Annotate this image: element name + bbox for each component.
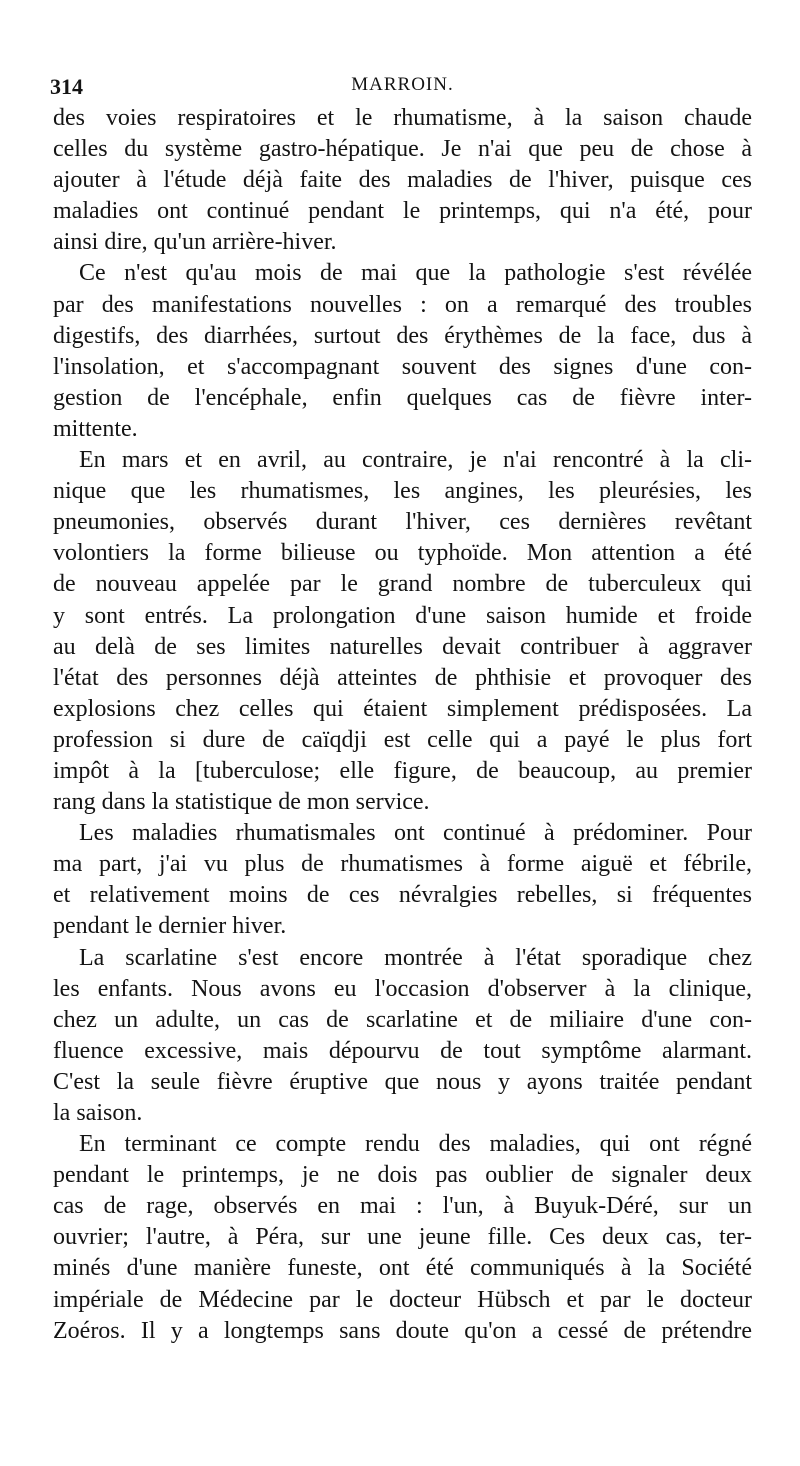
text-line: de nouveau appelée par le grand nombre de tuberculeux qui xyxy=(53,571,752,598)
text-line: mittente. xyxy=(53,415,138,442)
text-line: par des manifestations nouvelles : on a remarqué des troubles xyxy=(53,291,752,318)
text-line: la saison. xyxy=(53,1100,143,1126)
text-line: nique que les rhumatismes, les angines, les pleurésies, les xyxy=(53,478,752,505)
text-line: pneumonies, observés durant l'hiver, ces dernières revêtant xyxy=(53,509,752,536)
paragraph xyxy=(53,445,752,818)
text-line: ainsi dire, qu'un arrière-hiver. xyxy=(53,229,337,256)
text-line: gestion de l'encéphale, enfin quelques cas de fièvre inter- xyxy=(53,384,752,411)
page-number: 314 xyxy=(50,74,83,99)
text-line: pendant le dernier hiver. xyxy=(53,913,287,940)
paragraph xyxy=(53,1129,752,1347)
text-line: maladies ont continué pendant le printemps, qui n'a été, pour xyxy=(53,198,752,225)
text-line: au delà de ses limites naturelles devait contribuer à aggraver xyxy=(53,633,752,660)
text-line: En terminant ce compte rendu des maladies, qui ont régné xyxy=(79,1131,752,1158)
text-line: En mars et en avril, au contraire, je n'ai rencontré à la cli- xyxy=(79,447,752,474)
text-line: Zoéros. Il y a longtemps sans doute qu'on a cessé de prétendre xyxy=(53,1317,752,1344)
text-line: chez un adulte, un cas de scarlatine et de miliaire d'une con- xyxy=(53,1006,752,1033)
text-line: pendant le printemps, je ne dois pas oublier de signaler deux xyxy=(53,1162,752,1189)
text-line: des voies respiratoires et le rhumatisme, à la saison chaude xyxy=(53,105,752,131)
text-line: rang dans la statistique de mon service. xyxy=(53,789,430,816)
text-line: les enfants. Nous avons eu l'occasion d'observer à la clinique, xyxy=(53,975,752,1002)
text-line: ajouter à l'étude déjà faite des maladies de l'hiver, puisque ces xyxy=(53,167,752,194)
text-line: y sont entrés. La prolongation d'une saison humide et froide xyxy=(53,602,752,629)
text-line: profession si dure de caïqdji est celle qui a payé le plus fort xyxy=(53,726,752,753)
text-line: La scarlatine s'est encore montrée à l'état sporadique chez xyxy=(79,944,752,971)
text-line: l'état des personnes déjà atteintes de phthisie et provoquer des xyxy=(53,664,752,691)
text-line: celles du système gastro-hépatique. Je n'ai que peu de chose à xyxy=(53,136,752,163)
text-line: et relativement moins de ces névralgies rebelles, si fréquentes xyxy=(53,882,752,909)
text-line: digestifs, des diarrhées, surtout des érythèmes de la face, dus à xyxy=(53,322,752,349)
text-line: impôt à la [tuberculose; elle figure, de beaucoup, au premier xyxy=(53,757,752,784)
paragraph xyxy=(53,818,752,942)
paragraph xyxy=(53,943,752,1130)
body-text xyxy=(53,103,752,1347)
text-line: l'insolation, et s'accompagnant souvent des signes d'une con- xyxy=(53,353,752,380)
text-line: ma part, j'ai vu plus de rhumatismes à forme aiguë et fébrile, xyxy=(53,851,752,878)
text-line: volontiers la forme bilieuse ou typhoïde. Mon attention a été xyxy=(53,540,752,567)
text-line: impériale de Médecine par le docteur Hübsch et par le docteur xyxy=(53,1286,752,1313)
text-line: Les maladies rhumatismales ont continué à prédominer. Pour xyxy=(79,820,752,847)
paragraph xyxy=(53,258,752,445)
text-line: minés d'une manière funeste, ont été communiqués à la Société xyxy=(53,1255,752,1282)
paragraph xyxy=(53,103,752,258)
text-line: cas de rage, observés en mai : l'un, à Buyuk-Déré, sur un xyxy=(53,1193,752,1220)
text-line: explosions chez celles qui étaient simplement prédisposées. La xyxy=(53,695,752,722)
running-head: MARROIN. xyxy=(351,74,454,95)
text-line: C'est la seule fièvre éruptive que nous y ayons traitée pendant xyxy=(53,1068,752,1095)
text-line: Ce n'est qu'au mois de mai que la pathologie s'est révélée xyxy=(79,260,752,287)
text-line: ouvrier; l'autre, à Péra, sur une jeune fille. Ces deux cas, ter- xyxy=(53,1224,752,1251)
text-line: fluence excessive, mais dépourvu de tout symptôme alarmant. xyxy=(53,1037,752,1064)
page-header xyxy=(50,74,755,100)
